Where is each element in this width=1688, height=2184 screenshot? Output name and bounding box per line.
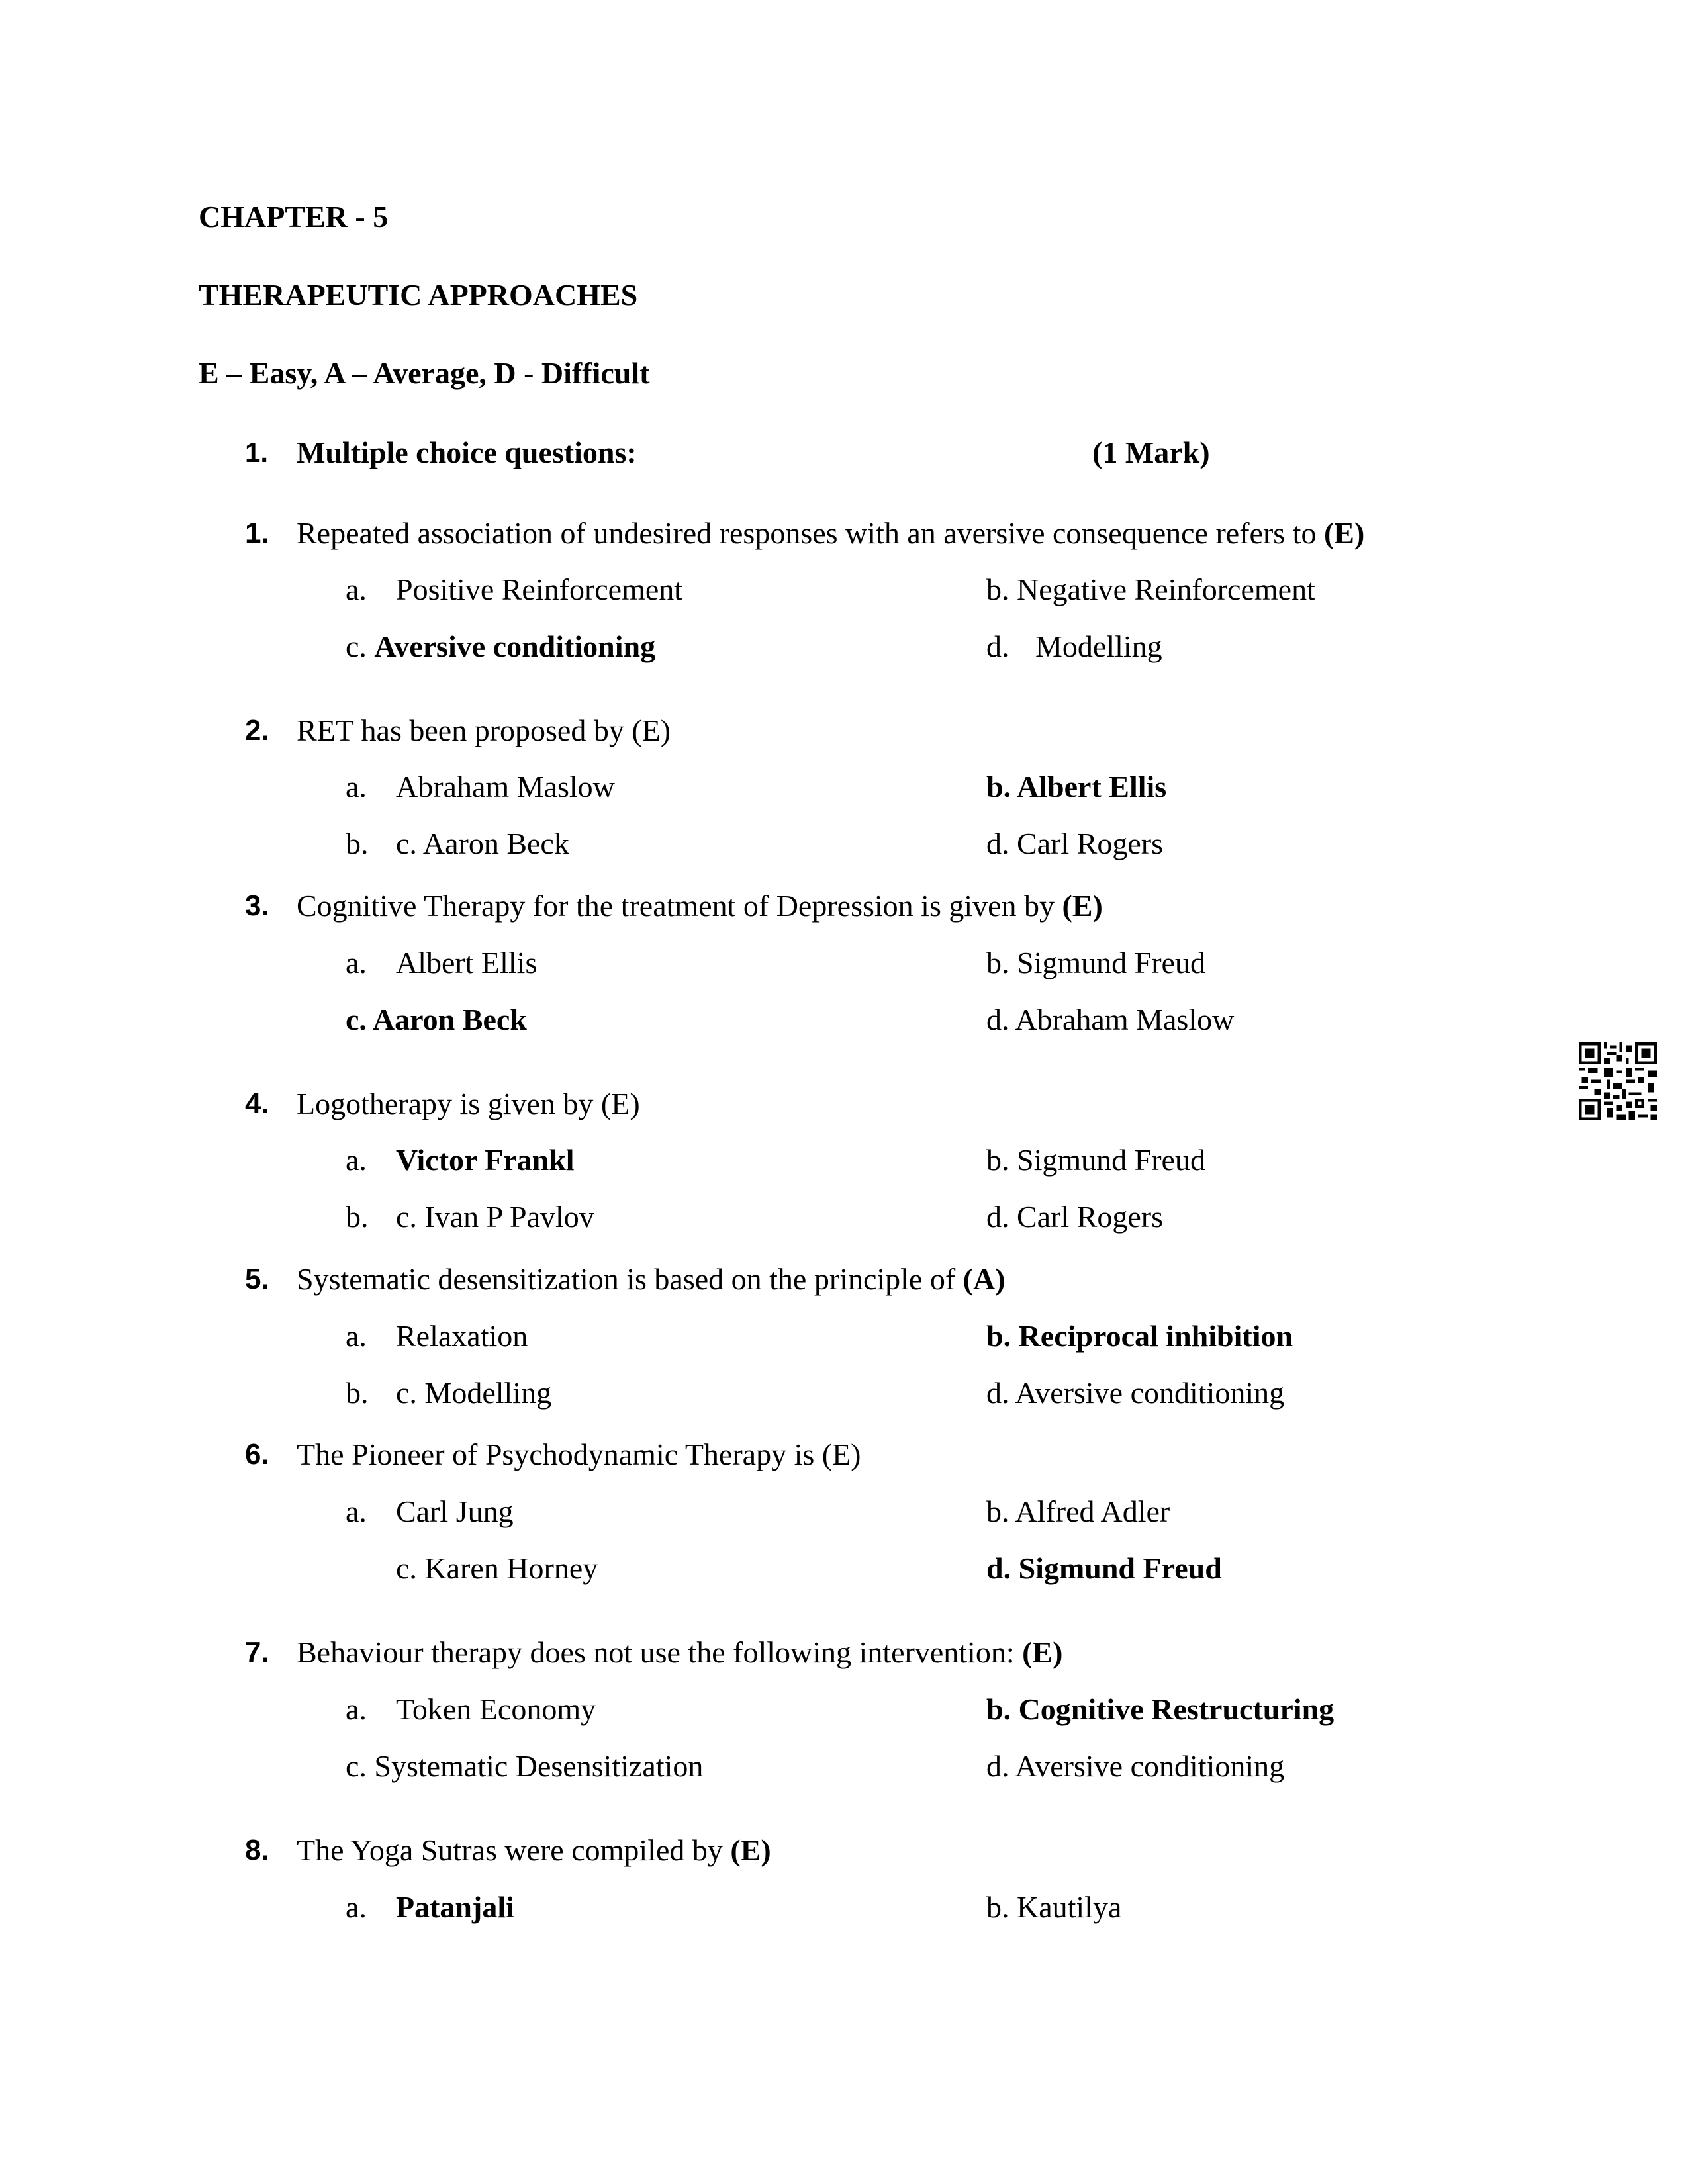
difficulty-level: (E) — [1323, 516, 1365, 550]
qr-code-icon[interactable] — [1579, 1042, 1657, 1120]
option-c-answer: c. Aaron Beck — [346, 1003, 527, 1036]
option-a: a. Albert Ellis — [346, 946, 538, 979]
question-text: Systematic desensitization is based on the principle of (A) — [297, 1262, 1006, 1296]
option-d: d. Modelling — [986, 629, 1162, 663]
option-d: d. Carl Rogers — [986, 1200, 1164, 1234]
option-d: d. Aversive conditioning — [986, 1376, 1285, 1410]
option-b-answer: b. Cognitive Restructuring — [986, 1692, 1335, 1726]
option-b: b. Sigmund Freud — [986, 1143, 1205, 1177]
chapter-heading: CHAPTER - 5 — [199, 200, 389, 234]
question-text: Logotherapy is given by (E) — [297, 1087, 640, 1120]
section-label: Multiple choice questions: — [297, 435, 637, 469]
difficulty-legend: E – Easy, A – Average, D - Difficult — [199, 356, 650, 390]
option-d: d. Aversive conditioning — [986, 1749, 1285, 1783]
question-text: Cognitive Therapy for the treatment of Depression is given by (E) — [297, 889, 1103, 923]
option-b: b. Alfred Adler — [986, 1494, 1170, 1528]
option-b: b. Sigmund Freud — [986, 946, 1205, 979]
option-d: d. Carl Rogers — [986, 827, 1164, 860]
option-a: a. Carl Jung — [346, 1494, 514, 1528]
question-text: Repeated association of undesired responses with an aversive consequence refers to (E) — [297, 516, 1365, 550]
question-number: 3. — [245, 889, 269, 922]
difficulty-level: (E) — [1062, 889, 1103, 923]
section-number: 1. — [245, 437, 269, 468]
option-c-answer: c. Aversive conditioning — [346, 629, 656, 663]
question-text: RET has been proposed by (E) — [297, 713, 671, 747]
section-marks: (1 Mark) — [1092, 435, 1210, 469]
question-text: The Pioneer of Psychodynamic Therapy is (E) — [297, 1437, 861, 1471]
section-header — [245, 434, 1238, 474]
question-number: 7. — [245, 1636, 269, 1668]
difficulty-level: (A) — [962, 1262, 1006, 1296]
option-d-answer: d. Sigmund Freud — [986, 1551, 1222, 1585]
option-c: b. c. Modelling — [346, 1376, 552, 1410]
difficulty-level: (E) — [1022, 1635, 1063, 1669]
question-number: 4. — [245, 1087, 269, 1120]
question-number: 5. — [245, 1263, 269, 1295]
option-c: b. c. Aaron Beck — [346, 827, 569, 860]
option-a: a. Relaxation — [346, 1319, 528, 1353]
question-number: 8. — [245, 1834, 269, 1866]
question-number: 1. — [245, 517, 269, 549]
option-a: a. Abraham Maslow — [346, 770, 615, 803]
question-text: The Yoga Sutras were compiled by (E) — [297, 1833, 771, 1867]
option-b-answer: b. Albert Ellis — [986, 770, 1167, 803]
question-text: Behaviour therapy does not use the following intervention: (E) — [297, 1635, 1063, 1669]
option-a-answer: a. Patanjali — [346, 1890, 514, 1924]
difficulty-level: (E) — [730, 1833, 771, 1867]
option-c: b. c. Ivan P Pavlov — [346, 1200, 594, 1234]
option-a: a. Positive Reinforcement — [346, 572, 683, 606]
option-b: b. Kautilya — [986, 1890, 1122, 1924]
option-a: a. Token Economy — [346, 1692, 596, 1726]
option-b: b. Negative Reinforcement — [986, 572, 1315, 606]
chapter-title: THERAPEUTIC APPROACHES — [199, 278, 638, 312]
question-number: 2. — [245, 714, 269, 747]
option-a-answer: a. Victor Frankl — [346, 1143, 575, 1177]
option-c: c. Karen Horney — [396, 1551, 598, 1585]
option-c: c. Systematic Desensitization — [346, 1749, 704, 1783]
option-d: d. Abraham Maslow — [986, 1003, 1235, 1036]
question-number: 6. — [245, 1438, 269, 1471]
option-b-answer: b. Reciprocal inhibition — [986, 1319, 1293, 1353]
